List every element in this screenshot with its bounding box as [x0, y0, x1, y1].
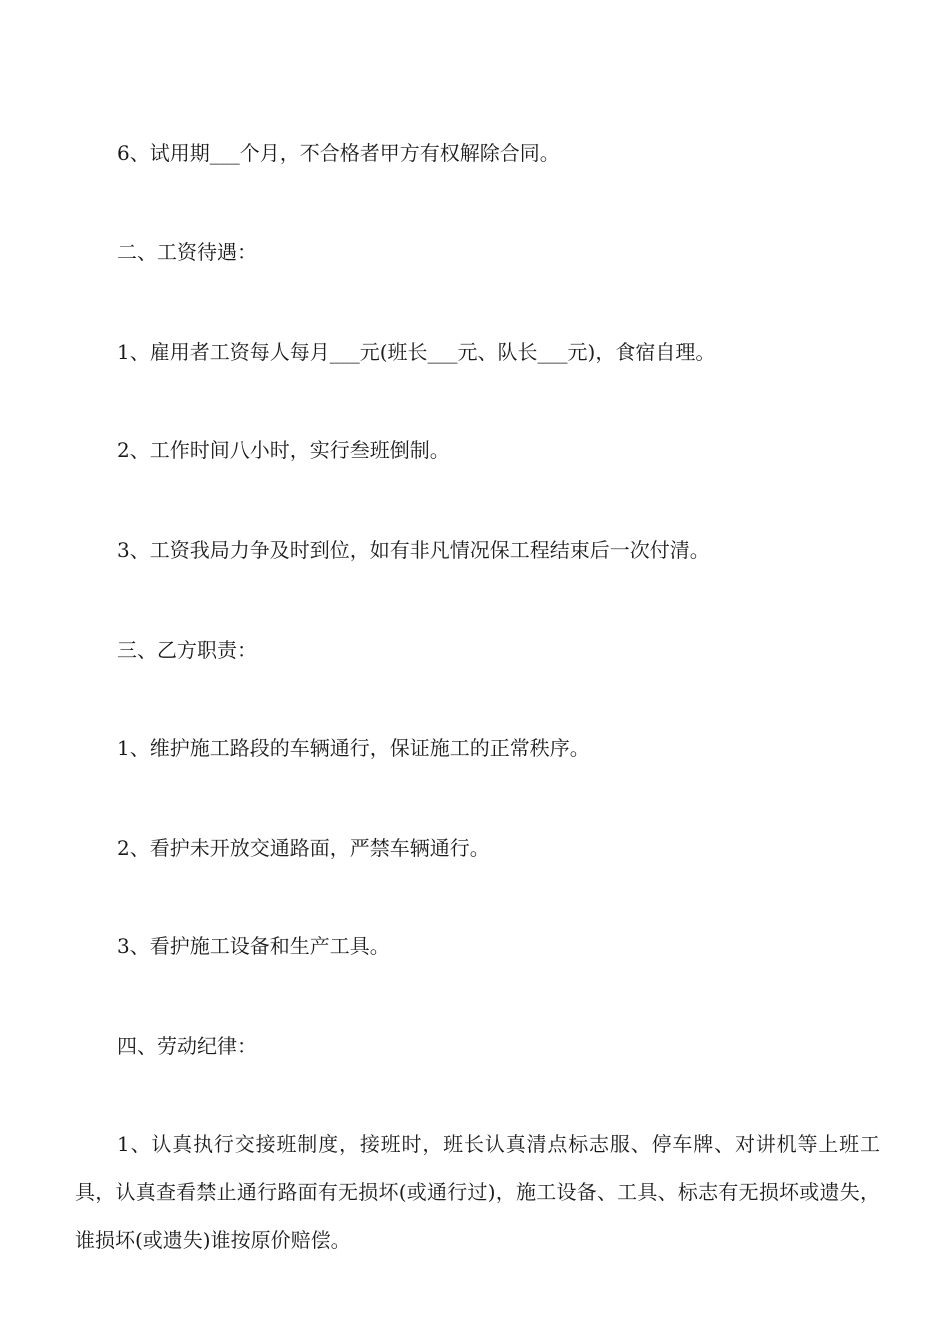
- paragraph-equipment-guard: 3、看护施工设备和生产工具。: [117, 934, 390, 958]
- paragraph-probation: 6、试用期___个月，不合格者甲方有权解除合同。: [117, 141, 560, 165]
- heading-discipline: 四、劳动纪律：: [117, 1034, 257, 1058]
- paragraph-traffic-duty: 1、维护施工路段的车辆通行，保证施工的正常秩序。: [117, 736, 590, 760]
- heading-wages: 二、工资待遇：: [117, 240, 257, 264]
- paragraph-payment: 3、工资我局力争及时到位，如有非凡情况保工程结束后一次付清。: [117, 538, 710, 562]
- paragraph-monthly-wage: 1、雇用者工资每人每月___元(班长___元、队长___元)，食宿自理。: [117, 340, 716, 364]
- paragraph-shift-handover: 1、认真执行交接班制度，接班时，班长认真清点标志服、停车牌、对讲机等上班工具，认真查看禁止通行路面有无损坏(或通行过)，施工设备、工具、标志有无损坏或遗失，谁损坏(或遗失)谁按原价赔偿。: [75, 1132, 880, 1252]
- heading-duties: 三、乙方职责：: [117, 638, 257, 662]
- paragraph-road-guard: 2、看护未开放交通路面，严禁车辆通行。: [117, 836, 490, 860]
- paragraph-work-hours: 2、工作时间八小时，实行叁班倒制。: [117, 438, 450, 462]
